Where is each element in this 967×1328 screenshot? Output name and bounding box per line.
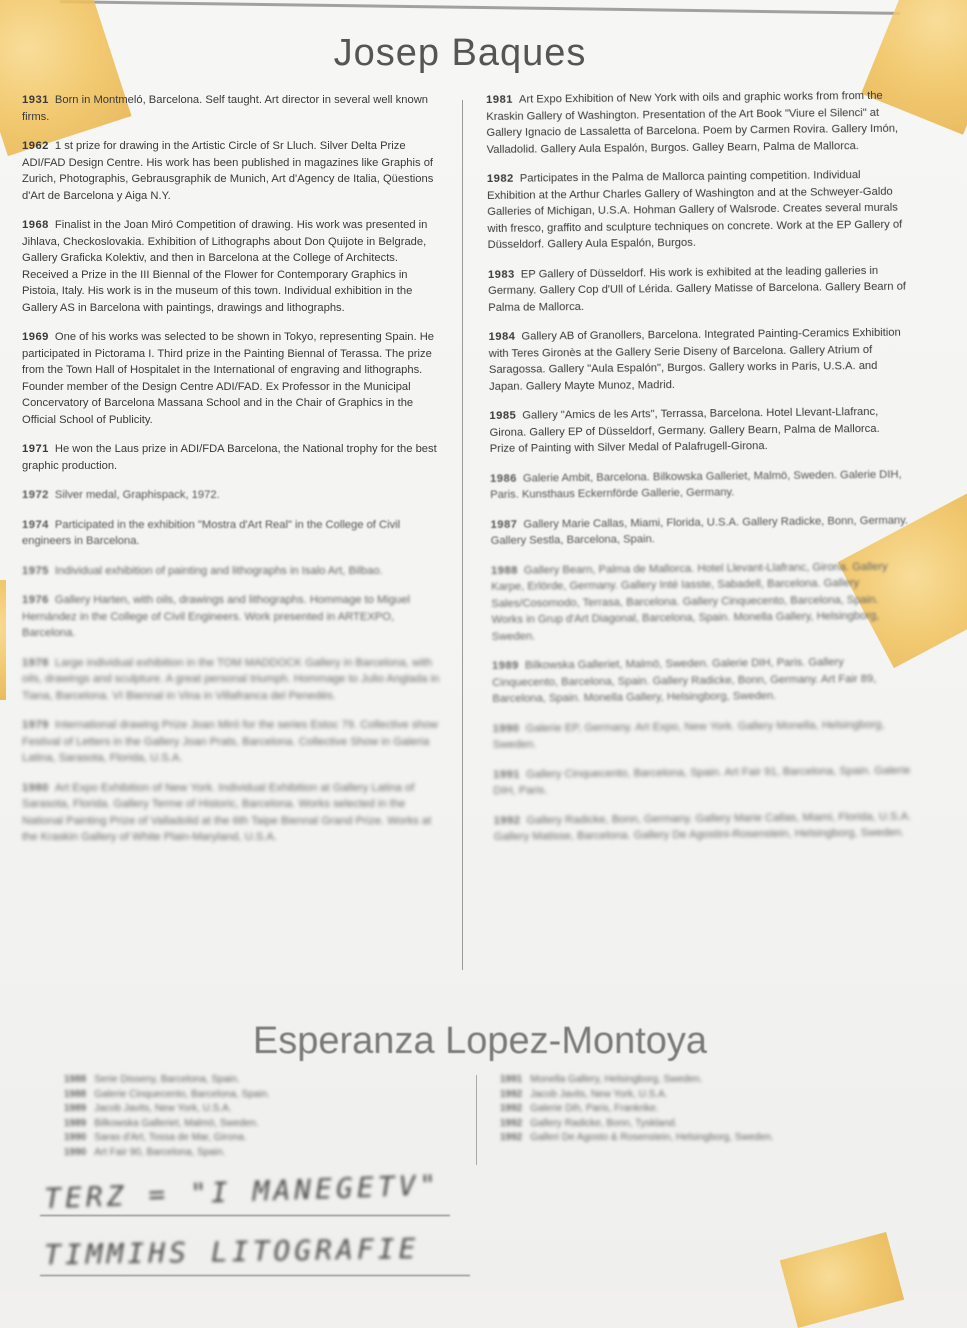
- entry-text: Art Fair 90, Barcelona, Spain.: [94, 1146, 226, 1158]
- entry-text: Gallery Radicke, Bonn, Germany. Gallery Marie Callas, Miami, Florida, U.S.A. Gallery Matisse, Barcelona. Gallery De Agostini-Rosenstein, Helsingborg, Sweden.: [493, 810, 912, 843]
- biography-right-column: [486, 88, 912, 859]
- entry-year: 1990: [492, 722, 520, 735]
- bio-entry: [493, 762, 911, 799]
- entry-year: 1989: [491, 659, 519, 672]
- artist-name-heading: Josep Baques: [333, 32, 587, 74]
- bio-entry: [486, 88, 905, 158]
- bio-entry: [500, 1131, 900, 1146]
- entry-year: 1990: [64, 1132, 87, 1143]
- entry-year: 1988: [64, 1074, 87, 1085]
- entry-year: 1992: [500, 1103, 523, 1114]
- entry-text: Galleri De Agosto & Rosenstein, Helsingborg, Sweden.: [530, 1132, 774, 1143]
- entry-text: Art Expo Exhibition of New York. Individual Exhibition at Gallery Latina of Sarasota, Florida. Gallery Terme of Historic, Barcelona. Works selected in the National Painting Prize of Valladolid at the 6th Taipe Biennal Grand Prize. Works at the Kraskin Gallery of White Plain-Maryland, U.S.A.: [22, 781, 432, 843]
- entry-text: Gallery Bearn, Palma de Mallorca. Hotel Llevant-Llafranc, Girona. Gallery Karpe, Erlörde, Germany. Gallery Inté Iasste, Sabadell, Barcelona. Gallery Sales/Cosomodo, Terrasa, Barcelona. Gallery Cinquecento, Barcelona, Spain. Works in Grup d'Art Diagonal, Barcelona, Spain. Monella Gallery, Helsingborg, Sweden.: [491, 560, 888, 643]
- list-divider: [476, 1075, 477, 1165]
- second-artist-heading: Esperanza Lopez-Montoya: [252, 1020, 708, 1062]
- entry-year: 1962: [22, 140, 49, 152]
- entry-year: 1992: [500, 1117, 523, 1129]
- entry-year: 1991: [500, 1074, 523, 1085]
- entry-text: Gallery Harten, with oils, drawings and lithographs. Hommage to Miguel Hernández in the College of Civil Engineers. Work presented in ARTEXPO, Barcelona.: [22, 594, 410, 639]
- entry-year: 1974: [22, 518, 49, 531]
- entry-text: Jacob Javits, New York, U.S.A.: [94, 1103, 232, 1114]
- entry-year: 1991: [493, 768, 521, 781]
- bio-entry: [492, 654, 910, 708]
- bio-entry: [500, 1073, 900, 1088]
- entry-year: 1989: [64, 1103, 87, 1114]
- entry-year: 1985: [489, 409, 517, 422]
- bio-entry: [494, 808, 912, 845]
- entry-text: Participates in the Palma de Mallorca painting competition. Individual Exhibition at the Arthur Charles Gallery of Washington and at the Schweyer-Galdo Galleries of Michigan, U.S.A. Hohman Gallery of Walsrode. Creates several murals with fresco, graffito and sculpture techniques on concrete. Work at the EP Gallery of Düsseldorf. Gallery Aula Espalón, Burgos.: [487, 169, 903, 251]
- entry-year: 1992: [500, 1132, 523, 1143]
- bio-entry: [490, 512, 908, 549]
- entry-text: Serie Disseny, Barcelona, Spain.: [94, 1074, 240, 1085]
- entry-text: Jacob Javits, New York, U.S.A.: [530, 1088, 668, 1100]
- entry-year: 1976: [22, 594, 49, 606]
- bio-entry: [22, 563, 440, 580]
- entry-text: Gallery AB of Granollers, Barcelona. Integrated Painting-Ceramics Exhibition with Teres Gironès at the Gallery Serie Diseny of Barcelona. Gallery Atrium of Saragossa. Gallery "Aula Espalón", Burgos. Gallery works in Paris, U.S.A. and Japan. Gallery Mayte Munoz, Madrid.: [488, 326, 901, 393]
- bio-entry: [22, 717, 440, 767]
- entry-text: Gallery Radicke, Bonn, Tyskland.: [530, 1117, 678, 1129]
- bio-entry: [22, 441, 440, 474]
- entry-text: Galerie Cinquecento, Barcelona, Spain.: [94, 1088, 270, 1100]
- column-divider: [462, 100, 463, 970]
- handwritten-title: TERZ = "I MANEGETV": [43, 1168, 441, 1215]
- entry-year: 1969: [22, 331, 49, 343]
- entry-year: 1992: [500, 1088, 523, 1100]
- entry-text: Born in Montmeló, Barcelona. Self taught. Art director in several well known firms.: [22, 94, 428, 123]
- entry-text: Galerie Dih, Paris, Frankrike.: [530, 1103, 659, 1114]
- entry-year: 1984: [488, 330, 516, 343]
- bio-entry: [22, 592, 440, 642]
- entry-year: 1978: [22, 656, 49, 669]
- entry-year: 1988: [64, 1088, 87, 1100]
- entry-text: Participated in the exhibition "Mostra d'Art Real" in the College of Civil engineers in Barcelona.: [22, 518, 401, 547]
- entry-year: 1982: [486, 172, 514, 185]
- entry-year: 1972: [22, 489, 49, 501]
- entry-year: 1968: [22, 219, 49, 231]
- entry-text: Silver medal, Graphispack, 1972.: [54, 489, 220, 501]
- bio-entry: [64, 1131, 444, 1146]
- entry-text: Bilkowska Galleriet, Malmö, Sweden.: [94, 1117, 259, 1129]
- handwritten-technique: TIMMIHS LITOGRAFIE: [43, 1231, 420, 1272]
- entry-year: 1983: [487, 268, 515, 281]
- entry-text: Art Expo Exhibition of New York with oils and graphic works from from the Kraskin Gallery of Washington. Presentation of the Art Book "Viure el Silenci" at Gallery Ignacio de Lassaletta of Barcelona. Poem by Carmen Rovira. Gallery Imón, Valladolid. Gallery Aula Espalón, Burgos. Galley Bearn, Palma de Mallorca.: [486, 89, 899, 156]
- handwritten-underline-1: [40, 1215, 450, 1216]
- entry-text: Finalist in the Joan Miró Competition of drawing. His work was presented in Jihlava, Checkoslovakia. Exhibition of Lithographs about Don Quijote in Belgrade, Gallery Graficka Kolektiv, and then in Barcelona at the College of Architects. Received a Prize in the III Biennal of the Flower for Contemporary Graphics in Pistoia, Italy. His work is in the museum of this town. Individual exhibition in the Gallery AS in Barcelona with paintings, drawings and lithographs.: [22, 219, 428, 314]
- entry-year: 1971: [22, 443, 49, 455]
- entry-text: International drawing Prize Joan Miró for the series Estoc 79. Collective show Festival of Letters in the Gallery Joan Prats, Barcelona. Collective Show in Galeria Latina, Sarasota, Florida, U.S.A.: [22, 719, 438, 764]
- entry-year: 1980: [22, 781, 49, 794]
- entry-text: Individual exhibition of painting and lithographs in Isalo Art, Bilbao.: [54, 564, 383, 577]
- bio-entry: [64, 1088, 444, 1103]
- entry-year: 1975: [22, 564, 49, 577]
- bio-entry: [22, 780, 440, 846]
- tape-left-edge: [0, 580, 6, 700]
- bio-entry: [22, 217, 440, 316]
- entry-year: 1989: [64, 1117, 87, 1129]
- entry-text: 1 st prize for drawing in the Artistic Circle of Sr Lluch. Silver Delta Prize ADI/FAD Design Centre. His work has been published in magazines like Graphis of Zurich, Photographis, Gebrausgraphik de Munich, Art d'Agency de Italia, Qüestions d'Art de Barcelona y Aiga N.Y.: [22, 140, 434, 202]
- entry-text: Galerie EP, Germany. Art Expo, New York. Gallery Monella, Helsingborg, Sweden.: [492, 718, 885, 751]
- bio-entry: [493, 716, 911, 753]
- bio-entry: [22, 517, 440, 550]
- entry-text: Gallery "Amics de les Arts", Terrassa, Barcelona. Hotel Llevant-Llafranc, Girona. Gallery EP of Düsseldorf, Germany. Gallery Bearn, Palma de Mallorca. Prize of Painting with Silver Medal of Palafrugell-Girona.: [489, 405, 880, 455]
- bio-entry: [489, 404, 907, 458]
- bio-entry: [64, 1073, 444, 1088]
- second-artist-right-list: [500, 1073, 900, 1146]
- bio-entry: [22, 487, 440, 504]
- biography-left-column: [22, 92, 440, 859]
- entry-text: Gallery Cinquecento, Barcelona, Spain. Art Fair 91, Barcelona, Spain. Galerie DIH, Paris.: [493, 764, 911, 797]
- bio-entry: [64, 1102, 444, 1117]
- entry-year: 1988: [490, 564, 518, 577]
- bio-entry: [64, 1117, 444, 1132]
- bio-entry: [488, 262, 906, 316]
- entry-text: Monella Gallery, Helsingborg, Sweden.: [530, 1074, 703, 1085]
- bio-entry: [500, 1102, 900, 1117]
- bio-entry: [500, 1088, 900, 1103]
- entry-year: 1992: [493, 814, 521, 827]
- bio-entry: [22, 138, 440, 204]
- bio-entry: [500, 1117, 900, 1132]
- entry-text: EP Gallery of Düsseldorf. His work is exhibited at the leading galleries in Germany. Gallery Cop d'Ull of Lérida. Gallery Matisse of Barcelona. Gallery Bearn of Palma de Mallorca.: [488, 264, 907, 314]
- bio-entry: [22, 92, 440, 125]
- entry-year: 1986: [489, 472, 517, 485]
- entry-text: He won the Laus prize in ADI/FDA Barcelona, the National trophy for the best graphic production.: [22, 443, 437, 472]
- entry-year: 1931: [22, 94, 49, 106]
- bio-entry: [488, 325, 907, 395]
- entry-text: Large individual exhibition in the TOM MADDOCK Gallery in Barcelona, with oils, drawings and sculpture. A great personal triumph. Hommage to Julio Anglada in Tiana, Barcelona. VI Biennal in Vina in Villafranca del Penedés.: [22, 656, 440, 702]
- bio-entry: [487, 167, 906, 254]
- entry-year: 1990: [64, 1146, 87, 1158]
- second-artist-left-list: [64, 1073, 444, 1160]
- entry-text: Saras d'Art, Tossa de Mar, Girona.: [94, 1132, 247, 1143]
- entry-text: Galerie Ambit, Barcelona. Bilkowska Galleriet, Malmö, Sweden. Galerie DIH, Paris. Kunsthaus Eckernförde Gallerie, Germany.: [490, 468, 902, 501]
- entry-text: Bilkowska Galleriet, Malmö, Sweden. Galerie DIH, Paris. Gallery Cinquecento, Barcelona, Spain. Gallery Radicke, Bonn, Germany. Art Fair 89, Barcelona, Spain. Monella Gallery, Helsingborg, Sweden.: [492, 656, 877, 705]
- entry-text: One of his works was selected to be shown in Tokyo, representing Spain. He participated in Pictorama I. Third prize in the Painting Biennal of Terassa. The prize from the Town Hall of Hospitalet in the International of engraving and lithographs. Founder member of the Design Centre ADI/FAD. Ex Professor in the Municipal Concervatory of Barcelona Massana School and in the Chair of Graphics in the Official School of Publicity.: [22, 331, 435, 426]
- entry-year: 1979: [22, 719, 49, 731]
- bio-entry: [22, 329, 440, 428]
- entry-year: 1987: [490, 518, 518, 531]
- entry-text: Gallery Marie Callas, Miami, Florida, U.S.A. Gallery Radicke, Bonn, Germany. Gallery Sestla, Barcelona, Spain.: [490, 514, 909, 547]
- bio-entry: [22, 655, 440, 705]
- entry-year: 1981: [486, 93, 514, 106]
- bio-entry: [64, 1146, 444, 1161]
- bio-entry: [490, 466, 908, 503]
- handwritten-underline-2: [40, 1275, 470, 1276]
- bio-entry: [491, 558, 910, 645]
